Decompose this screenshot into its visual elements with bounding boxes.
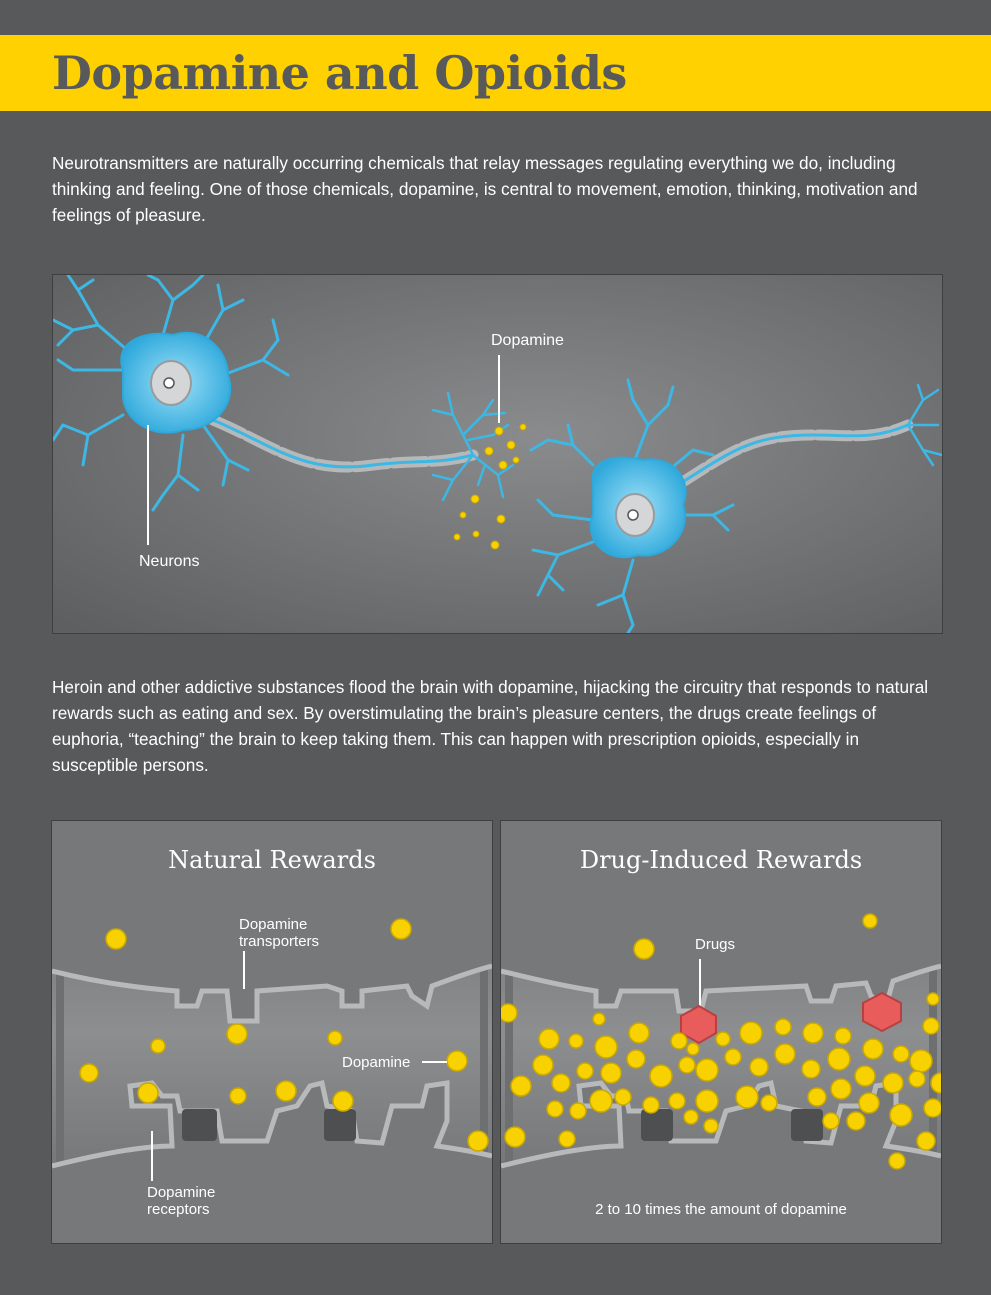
neurons-label: Neurons	[139, 553, 200, 570]
drug-caption: 2 to 10 times the amount of dopamine	[595, 1201, 847, 1218]
receptors-label	[147, 1184, 215, 1218]
natural-rewards-panel	[51, 820, 493, 1244]
title-band	[0, 35, 991, 111]
transporters-label-line1: Dopamine	[239, 916, 308, 933]
drug-rewards-title: Drug-Induced Rewards	[579, 846, 863, 874]
transporters-label	[239, 916, 319, 950]
neuron-diagram	[52, 274, 943, 634]
receptors-label-line2: receptors	[147, 1201, 210, 1218]
natural-rewards-title: Natural Rewards	[168, 846, 376, 874]
page-title: Dopamine and Opioids	[52, 46, 627, 100]
drugs-label: Drugs	[695, 936, 736, 953]
intro-paragraph: Neurotransmitters are naturally occurring chemicals that relay messages regulating everything we do, including thinking and feeling. One of those chemicals, dopamine, is central to movement, emotion, thinking, motivation and feelings of pleasure.	[52, 153, 918, 225]
drug-rewards-panel	[500, 820, 942, 1244]
receptors-label-line1: Dopamine	[147, 1184, 216, 1201]
drug-rewards-illustration	[501, 821, 941, 1243]
natural-dopamine-label: Dopamine	[342, 1054, 411, 1071]
natural-rewards-illustration	[52, 821, 492, 1243]
body-paragraph: Heroin and other addictive substances flood the brain with dopamine, hijacking the circuitry that responds to natural rewards such as eating and sex. By overstimulating the brain’s pleasure centers, the drugs create feelings of euphoria, “teaching” the brain to keep taking them. This can happen with prescription opioids, especially in susceptible persons.	[52, 677, 929, 775]
dopamine-label: Dopamine	[491, 332, 564, 349]
transporters-label-line2: transporters	[239, 933, 320, 950]
neuron-illustration	[53, 275, 942, 633]
